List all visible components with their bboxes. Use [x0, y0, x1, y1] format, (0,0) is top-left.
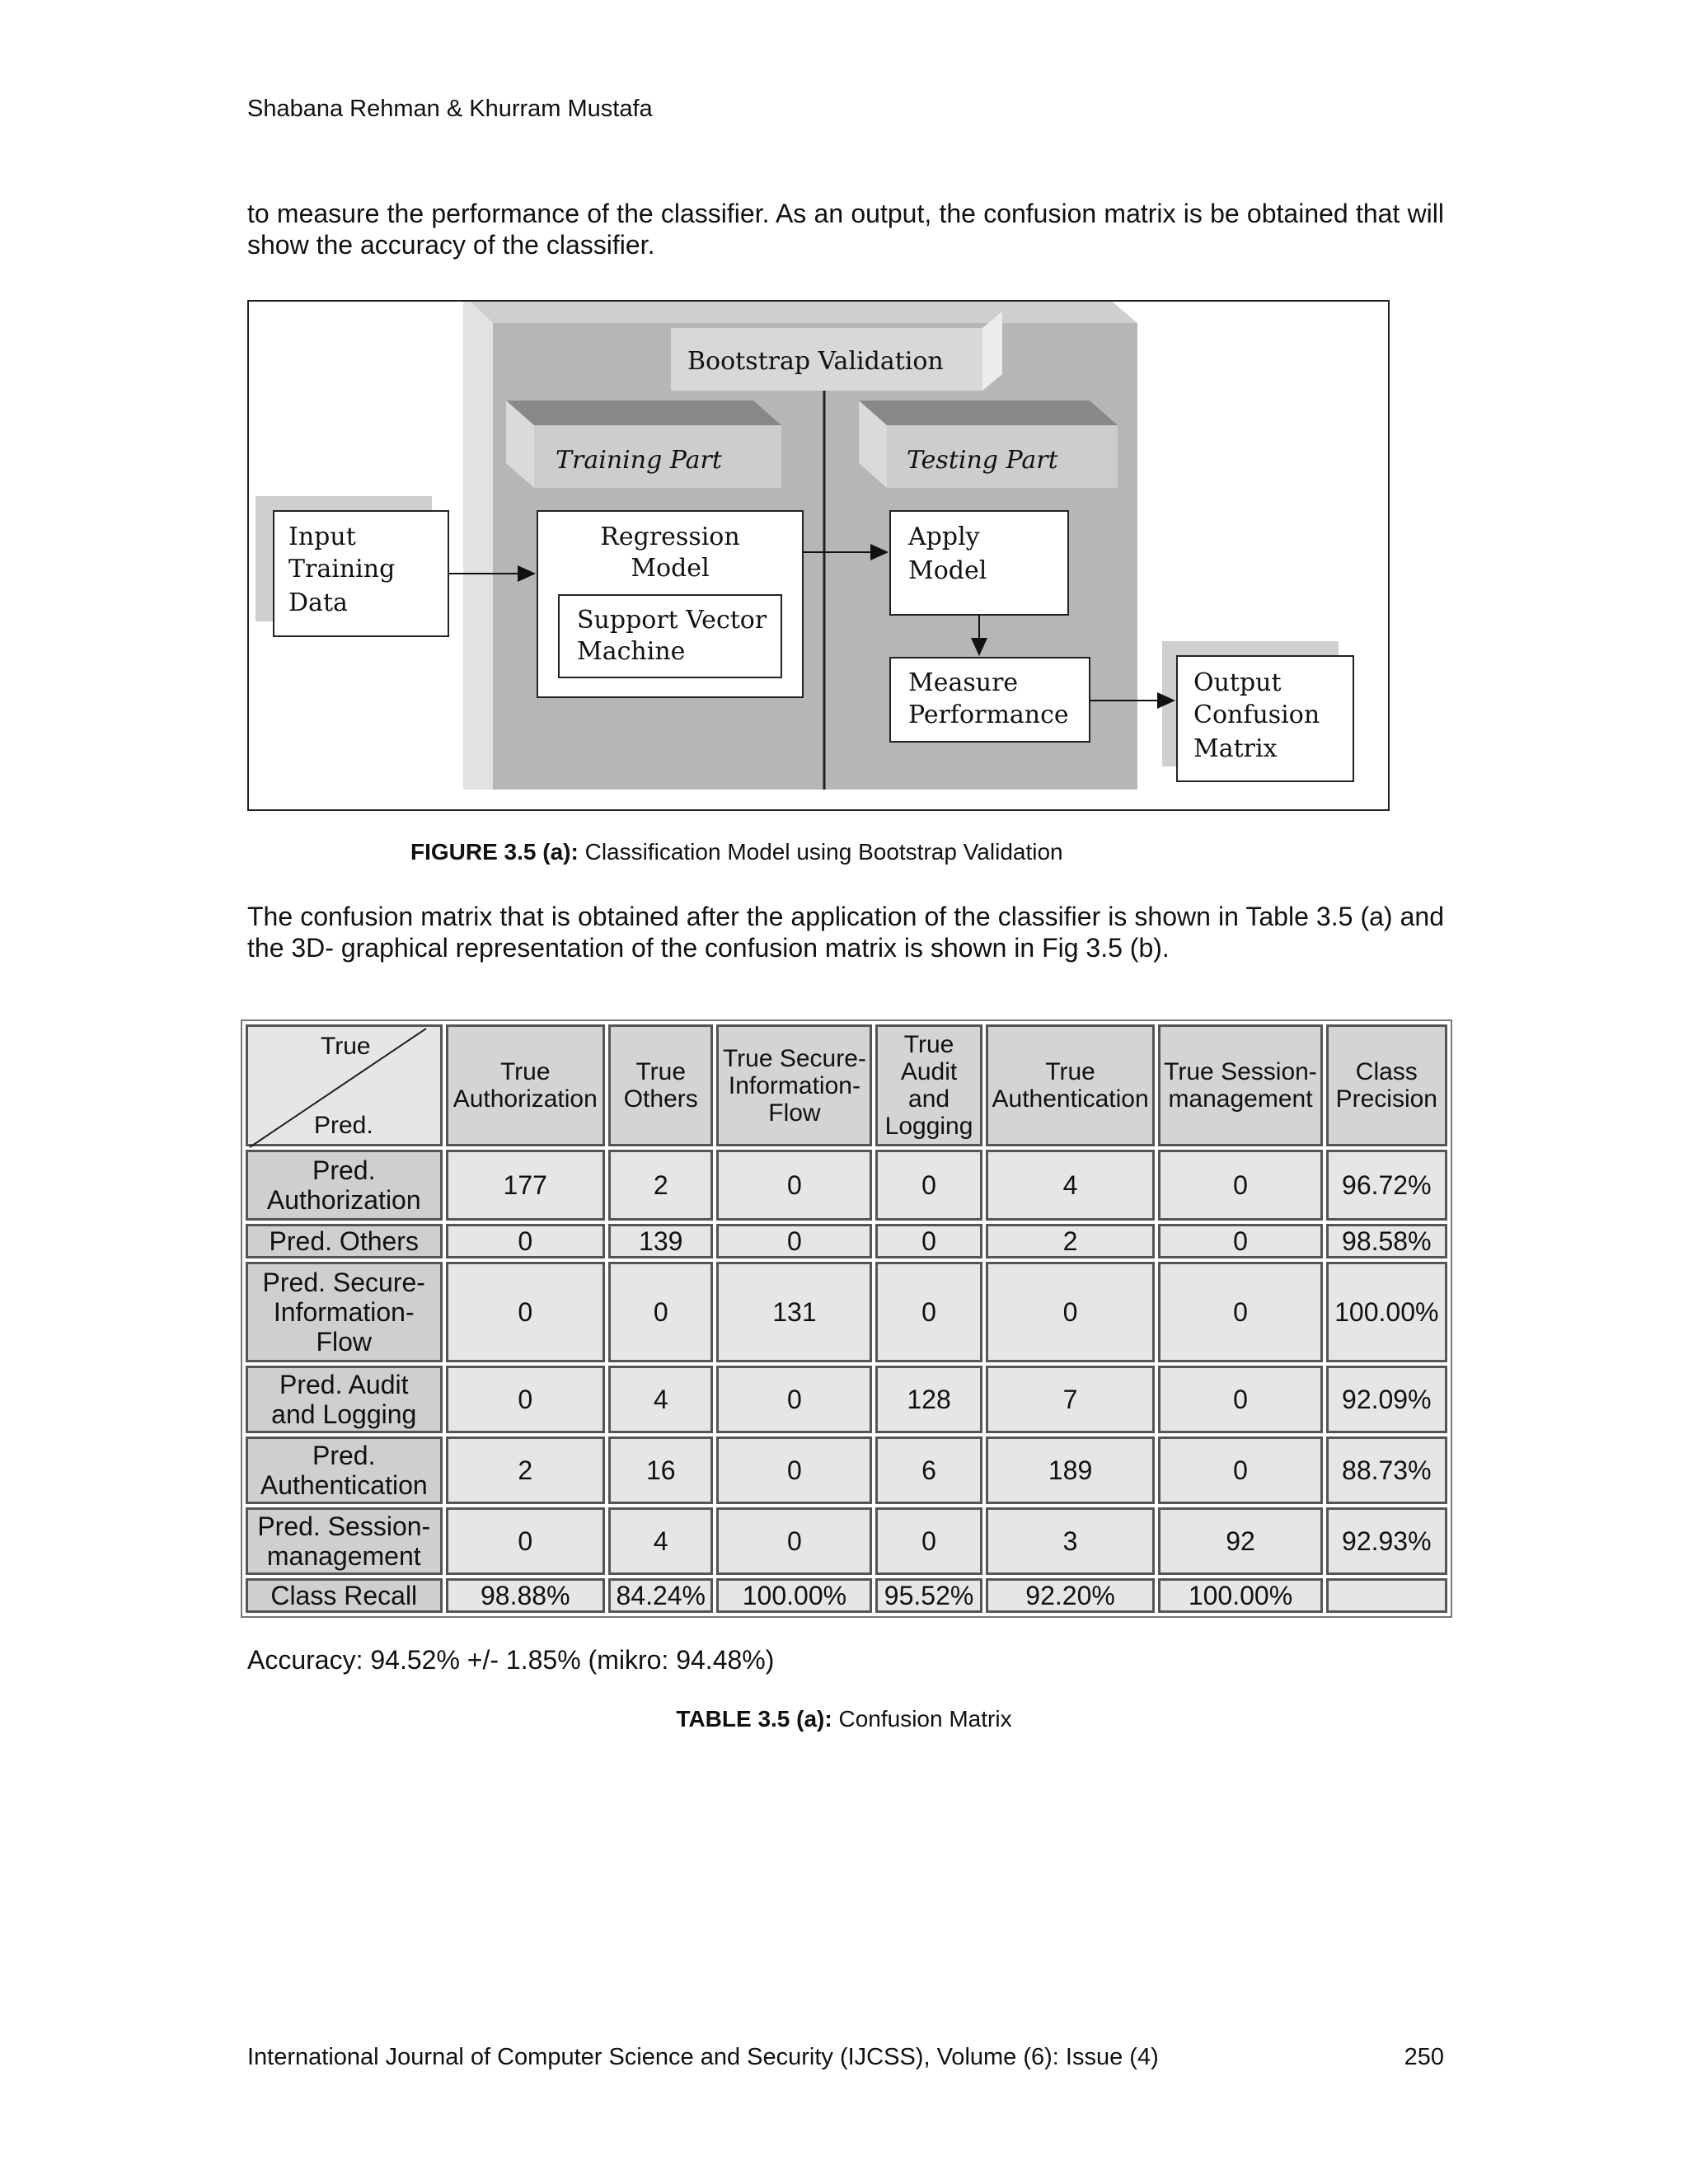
measure-line-2: Performance	[908, 701, 1069, 729]
col-header-session-management: True Session- management	[1158, 1024, 1322, 1146]
figure-caption-label: FIGURE 3.5 (a):	[410, 839, 579, 865]
cell: 131	[716, 1262, 872, 1362]
cell: 0	[608, 1262, 713, 1362]
output-line-2: Confusion	[1193, 701, 1320, 729]
precision-cell: 92.09%	[1326, 1366, 1447, 1433]
row-header-pred-session-management: Pred. Session- management	[246, 1507, 443, 1575]
page-number: 250	[1404, 2044, 1444, 2070]
recall-cell: 95.52%	[875, 1578, 982, 1613]
cell: 92	[1158, 1507, 1322, 1575]
cell: 0	[1158, 1224, 1322, 1258]
accuracy-text: Accuracy: 94.52% +/- 1.85% (mikro: 94.48%)	[247, 1645, 775, 1675]
block-top-face	[463, 302, 1137, 323]
table-row	[246, 1366, 1447, 1433]
figure-caption-text: Classification Model using Bootstrap Validation	[578, 839, 1063, 865]
journal-footer: International Journal of Computer Science and Security (IJCSS), Volume (6): Issue (4)	[247, 2044, 1159, 2070]
col-header-audit-logging: True Audit and Logging	[875, 1024, 982, 1146]
cell: 0	[446, 1507, 606, 1575]
cell: 0	[716, 1150, 872, 1221]
regression-line-2: Model	[631, 554, 710, 583]
output-line-3: Matrix	[1193, 734, 1278, 763]
cell: 16	[608, 1436, 713, 1504]
cell: 7	[986, 1366, 1156, 1433]
cell: 0	[1158, 1150, 1322, 1221]
cell: 177	[446, 1150, 606, 1221]
training-part-label: Training Part	[556, 446, 722, 475]
table-row	[246, 1224, 1447, 1258]
output-line-1: Output	[1193, 668, 1282, 697]
row-header-pred-authorization: Pred. Authorization	[246, 1150, 443, 1221]
cell: 2	[608, 1150, 713, 1221]
table-row	[246, 1150, 1447, 1221]
apply-line-2: Model	[908, 556, 987, 585]
measure-line-1: Measure	[908, 668, 1019, 697]
recall-cell: 84.24%	[608, 1578, 713, 1613]
paragraph-intro: to measure the performance of the classifier. As an output, the confusion matrix is be obtained that will show the accuracy of the classifier.	[247, 199, 1444, 260]
cell: 4	[986, 1150, 1156, 1221]
cell: 128	[875, 1366, 982, 1433]
table-caption-label: TABLE 3.5 (a):	[676, 1706, 832, 1732]
precision-cell: 88.73%	[1326, 1436, 1447, 1504]
cell: 0	[716, 1436, 872, 1504]
figure-caption	[410, 839, 1063, 865]
cell: 0	[446, 1224, 606, 1258]
cell: 4	[608, 1507, 713, 1575]
recall-cell: 100.00%	[716, 1578, 872, 1613]
recall-cell: 98.88%	[446, 1578, 606, 1613]
row-header-pred-secure-information-flow: Pred. Secure- Information- Flow	[246, 1262, 443, 1362]
cell: 0	[1158, 1366, 1322, 1433]
svm-line-2: Machine	[577, 637, 686, 666]
cell: 0	[1158, 1262, 1322, 1362]
table-caption	[0, 1706, 1688, 1732]
cell: 6	[875, 1436, 982, 1504]
corner-cell	[246, 1024, 443, 1146]
cell: 0	[716, 1507, 872, 1575]
cell: 2	[986, 1224, 1156, 1258]
cell: 0	[986, 1262, 1156, 1362]
recall-cell: 92.20%	[986, 1578, 1156, 1613]
cell: 2	[446, 1436, 606, 1504]
table-row	[246, 1436, 1447, 1504]
col-header-authorization: True Authorization	[446, 1024, 606, 1146]
training-top	[506, 401, 781, 425]
row-header-pred-audit-logging: Pred. Audit and Logging	[246, 1366, 443, 1433]
title-text: Bootstrap Validation	[687, 347, 944, 376]
col-header-authentication: True Authentication	[986, 1024, 1156, 1146]
precision-cell: 100.00%	[1326, 1262, 1447, 1362]
cell: 0	[875, 1507, 982, 1575]
corner-true-label: True	[321, 1033, 371, 1060]
testing-top	[859, 401, 1118, 425]
col-header-others: True Others	[608, 1024, 713, 1146]
precision-cell: 96.72%	[1326, 1150, 1447, 1221]
input-line-2: Training	[288, 555, 396, 583]
cell: 0	[446, 1366, 606, 1433]
precision-cell: 92.93%	[1326, 1507, 1447, 1575]
bootstrap-validation-figure	[247, 300, 1390, 811]
row-header-class-recall: Class Recall	[246, 1578, 443, 1613]
paragraph-confusion: The confusion matrix that is obtained after the application of the classifier is shown in Table 3.5 (a) and the 3D- graphical representation of the confusion matrix is shown in Fig 3.5 (b).	[247, 902, 1444, 963]
confusion-matrix-table	[241, 1019, 1452, 1618]
figure-diagram	[249, 302, 1388, 809]
input-line-1: Input	[288, 523, 356, 551]
table-row	[246, 1507, 1447, 1575]
cell: 0	[875, 1150, 982, 1221]
col-header-secure-information-flow: True Secure- Information- Flow	[716, 1024, 872, 1146]
cell: 0	[875, 1262, 982, 1362]
row-header-pred-others: Pred. Others	[246, 1224, 443, 1258]
recall-cell-empty	[1326, 1578, 1447, 1613]
corner-pred-label: Pred.	[314, 1112, 373, 1139]
cell: 189	[986, 1436, 1156, 1504]
cell: 3	[986, 1507, 1156, 1575]
confusion-table	[241, 1019, 1452, 1618]
col-header-class-precision: Class Precision	[1326, 1024, 1447, 1146]
svm-line-1: Support Vector	[577, 606, 767, 635]
recall-cell: 100.00%	[1158, 1578, 1322, 1613]
regression-line-1: Regression	[600, 523, 740, 551]
table-header-row	[246, 1024, 1447, 1146]
cell: 0	[716, 1224, 872, 1258]
table-row	[246, 1262, 1447, 1362]
testing-part-label: Testing Part	[907, 446, 1058, 475]
cell: 0	[875, 1224, 982, 1258]
cell: 139	[608, 1224, 713, 1258]
cell: 4	[608, 1366, 713, 1433]
apply-line-1: Apply	[908, 523, 980, 551]
precision-cell: 98.58%	[1326, 1224, 1447, 1258]
cell: 0	[1158, 1436, 1322, 1504]
running-header: Shabana Rehman & Khurram Mustafa	[247, 96, 653, 122]
table-caption-text: Confusion Matrix	[832, 1706, 1012, 1732]
row-header-pred-authentication: Pred. Authentication	[246, 1436, 443, 1504]
input-line-3: Data	[288, 588, 348, 617]
block-side-face	[463, 302, 493, 790]
cell: 0	[446, 1262, 606, 1362]
cell: 0	[716, 1366, 872, 1433]
recall-row	[246, 1578, 1447, 1613]
